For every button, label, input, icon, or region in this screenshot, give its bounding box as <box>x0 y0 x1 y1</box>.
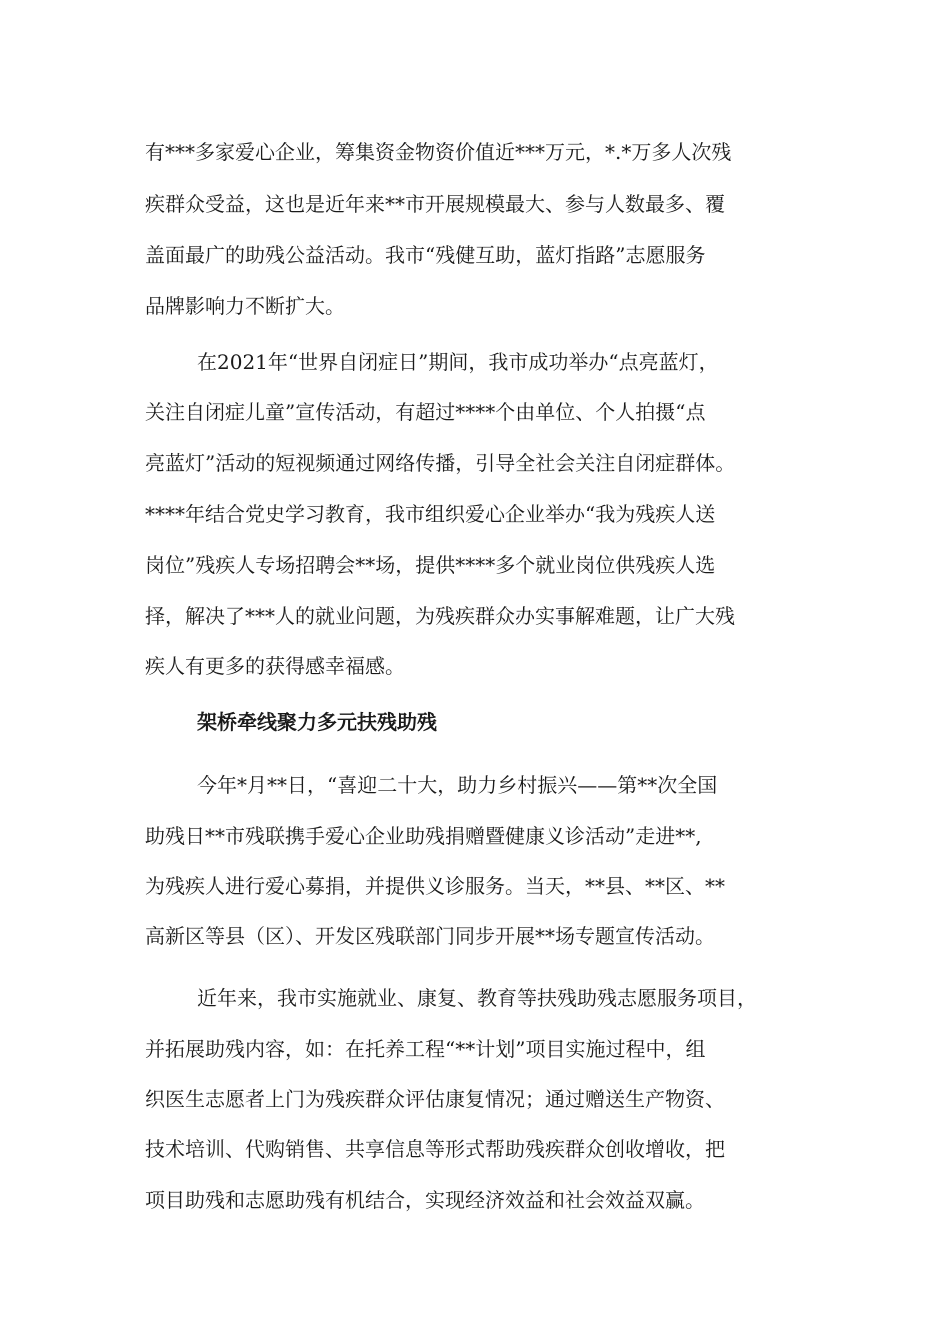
paragraph-line: 高新区等县（区）、开发区残联部门同步开展**场专题宣传活动。 <box>145 924 715 948</box>
paragraph-line: 织医生志愿者上门为残疾群众评估康复情况；通过赠送生产物资、 <box>145 1087 725 1111</box>
paragraph-line: 择，解决了***人的就业问题，为残疾群众办实事解难题，让广大残 <box>145 604 735 628</box>
paragraph-line: 有***多家爱心企业，筹集资金物资价值近***万元，*.*万多人次残 <box>145 140 732 164</box>
paragraph-line: 近年来，我市实施就业、康复、教育等扶残助残志愿服务项目， <box>197 986 757 1010</box>
paragraph-line: 在2021年“世界自闭症日”期间，我市成功举办“点亮蓝灯， <box>197 350 719 374</box>
paragraph-line: 并拓展助残内容，如：在托养工程“**计划”项目实施过程中，组 <box>145 1037 706 1061</box>
paragraph-line: ****年结合党史学习教育，我市组织爱心企业举办“我为残疾人送 <box>145 502 716 526</box>
paragraph-line: 疾群众受益，这也是近年来**市开展规模最大、参与人数最多、覆 <box>145 192 725 216</box>
paragraph-line: 疾人有更多的获得感幸福感。 <box>145 654 405 678</box>
paragraph-line: 助残日**市残联携手爱心企业助残捐赠暨健康义诊活动”走进**, <box>145 824 702 848</box>
paragraph-line: 今年*月**日，“喜迎二十大，助力乡村振兴——第**次全国 <box>197 773 718 797</box>
paragraph-line: 为残疾人进行爱心募捐，并提供义诊服务。当天，**县、**区、** <box>145 874 725 898</box>
paragraph-line: 项目助残和志愿助残有机结合，实现经济效益和社会效益双赢。 <box>145 1188 705 1212</box>
paragraph-line: 岗位”残疾人专场招聘会**场，提供****多个就业岗位供残疾人选 <box>145 553 716 577</box>
section-heading: 架桥牵线聚力多元扶残助残 <box>197 710 437 734</box>
paragraph-line: 技术培训、代购销售、共享信息等形式帮助残疾群众创收增收，把 <box>145 1137 725 1161</box>
paragraph-line: 关注自闭症儿童”宣传活动，有超过****个由单位、个人拍摄“点 <box>145 400 706 424</box>
paragraph-line: 品牌影响力不断扩大。 <box>145 294 345 318</box>
paragraph-line: 亮蓝灯”活动的短视频通过网络传播，引导全社会关注自闭症群体。 <box>145 451 736 475</box>
paragraph-line: 盖面最广的助残公益活动。我市“残健互助，蓝灯指路”志愿服务 <box>145 243 706 267</box>
